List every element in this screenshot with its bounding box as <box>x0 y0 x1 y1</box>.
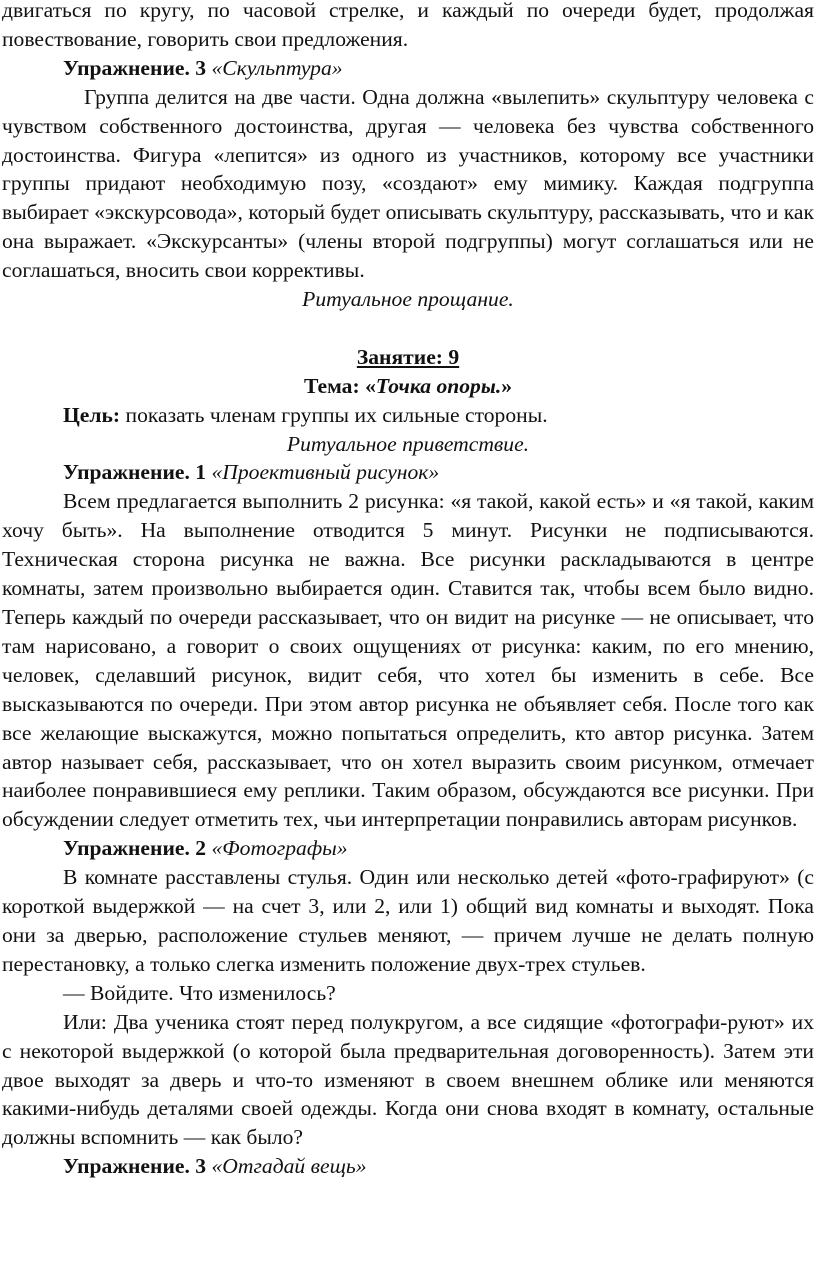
exercise-body-drawing: Всем предлагается выполнить 2 рисунка: «я такой, какой есть» и «я такой, каким хочу быть». На выполнение отводится 5 минут. Рисунки не подписываются. Техническая сторона рисунка не важна. Все рисунки раскладываются в центре комнаты, затем произвольно выбирается один. Ставится так, чтобы всем было видно. Теперь каждый по очереди рассказывает, что он видит на рисунке — не описывает, что там нарисовано, а говорит о своих ощущениях от рисунка: каким, по его мнению, человек, сделавший рисунок, видит себя, что хотел бы изменить в себе. Все высказываются по очереди. При этом автор рисунка не объявляет себя. После того как все желающие выскажутся, можно попытаться определить, кто автор рисунка. Затем автор называет себя, рассказывает, что он хотел выразить своим рисунком, отмечает наиболее понравившиеся ему реплики. Таким образом, обсуждаются все рисунки. При обсуждении следует отметить тех, чьи интерпретации понравились авторам рисунков. <box>2 489 814 832</box>
exercise-heading-drawing <box>2 458 814 487</box>
exercise-body-sculpture: Группа делится на две части. Одна должна «вылепить» скульптуру человека с чувством собственного достоинства, другая — человека без чувства собственного достоинства. Фигура «лепится» из одного из участников, которому все участники группы придают необходимую позу, «создают» ему мимику. Каждая подгруппа выбирает «экскурсовода», который будет описывать скульптуру, рассказывать, что и как она выражает. «Экскурсанты» (члены второй подгруппы) могут соглашаться или не соглашаться, вносить свои коррективы. <box>2 84 814 283</box>
ritual-farewell: Ритуальное прощание. <box>302 287 514 312</box>
lesson-heading: Занятие: 9 <box>356 344 460 369</box>
exercise-body-photographers: В комнате расставлены стулья. Один или несколько детей «фото-графируют» (с короткой выдержкой — на счет 3, или 2, или 1) общий вид комнаты и выходят. Пока они за дверью, расположение стульев меняют, — причем лучше не делать полную перестановку, а только слегка изменить положение двух-трех стульев. <box>2 865 814 976</box>
exercise-variant-photographers: Или: Два ученика стоят перед полукругом, а все сидящие «фотографи-руют» их с некоторой выдержкой (о которой была предварительная договоренность). Затем эти двое выходят за дверь и что-то изменяют в своем внешнем облике или меняются какими-нибудь деталями своей одежды. Когда они снова входят в комнату, остальные должны вспомнить — как было? <box>2 1009 814 1150</box>
exercise-label: Упражнение. 2 <box>63 836 207 861</box>
topic-value: Точка опоры. <box>375 373 502 398</box>
lesson-goal <box>2 401 814 430</box>
exercise-label: Упражнение. 1 <box>63 460 207 485</box>
exercise-heading-sculpture <box>2 54 814 83</box>
topic-close: » <box>501 373 513 398</box>
exercise-heading-guess <box>2 1152 814 1181</box>
intro-paragraph: двигаться по кругу, по часовой стрелке, и каждый по очереди будет, продолжая повествование, говорить свои предложения. <box>2 0 814 51</box>
lesson-topic <box>2 372 814 401</box>
exercise-label: Упражнение. 3 <box>63 1154 207 1179</box>
exercise-label: Упражнение. 3 <box>63 55 207 80</box>
dialogue-line: — Войдите. Что изменилось? <box>63 980 336 1005</box>
goal-text: показать членам группы их сильные стороны. <box>125 402 548 427</box>
topic-label: Тема: « <box>303 373 376 398</box>
exercise-title: «Отгадай вещь» <box>211 1154 367 1179</box>
exercise-title: «Фотографы» <box>211 836 348 861</box>
goal-label: Цель: <box>63 402 121 427</box>
ritual-greeting: Ритуальное приветствие. <box>286 431 530 456</box>
blank-line <box>2 314 814 343</box>
exercise-title: «Скульптура» <box>211 55 343 80</box>
exercise-heading-photographers <box>2 834 814 863</box>
exercise-title: «Проективный рисунок» <box>211 460 440 485</box>
